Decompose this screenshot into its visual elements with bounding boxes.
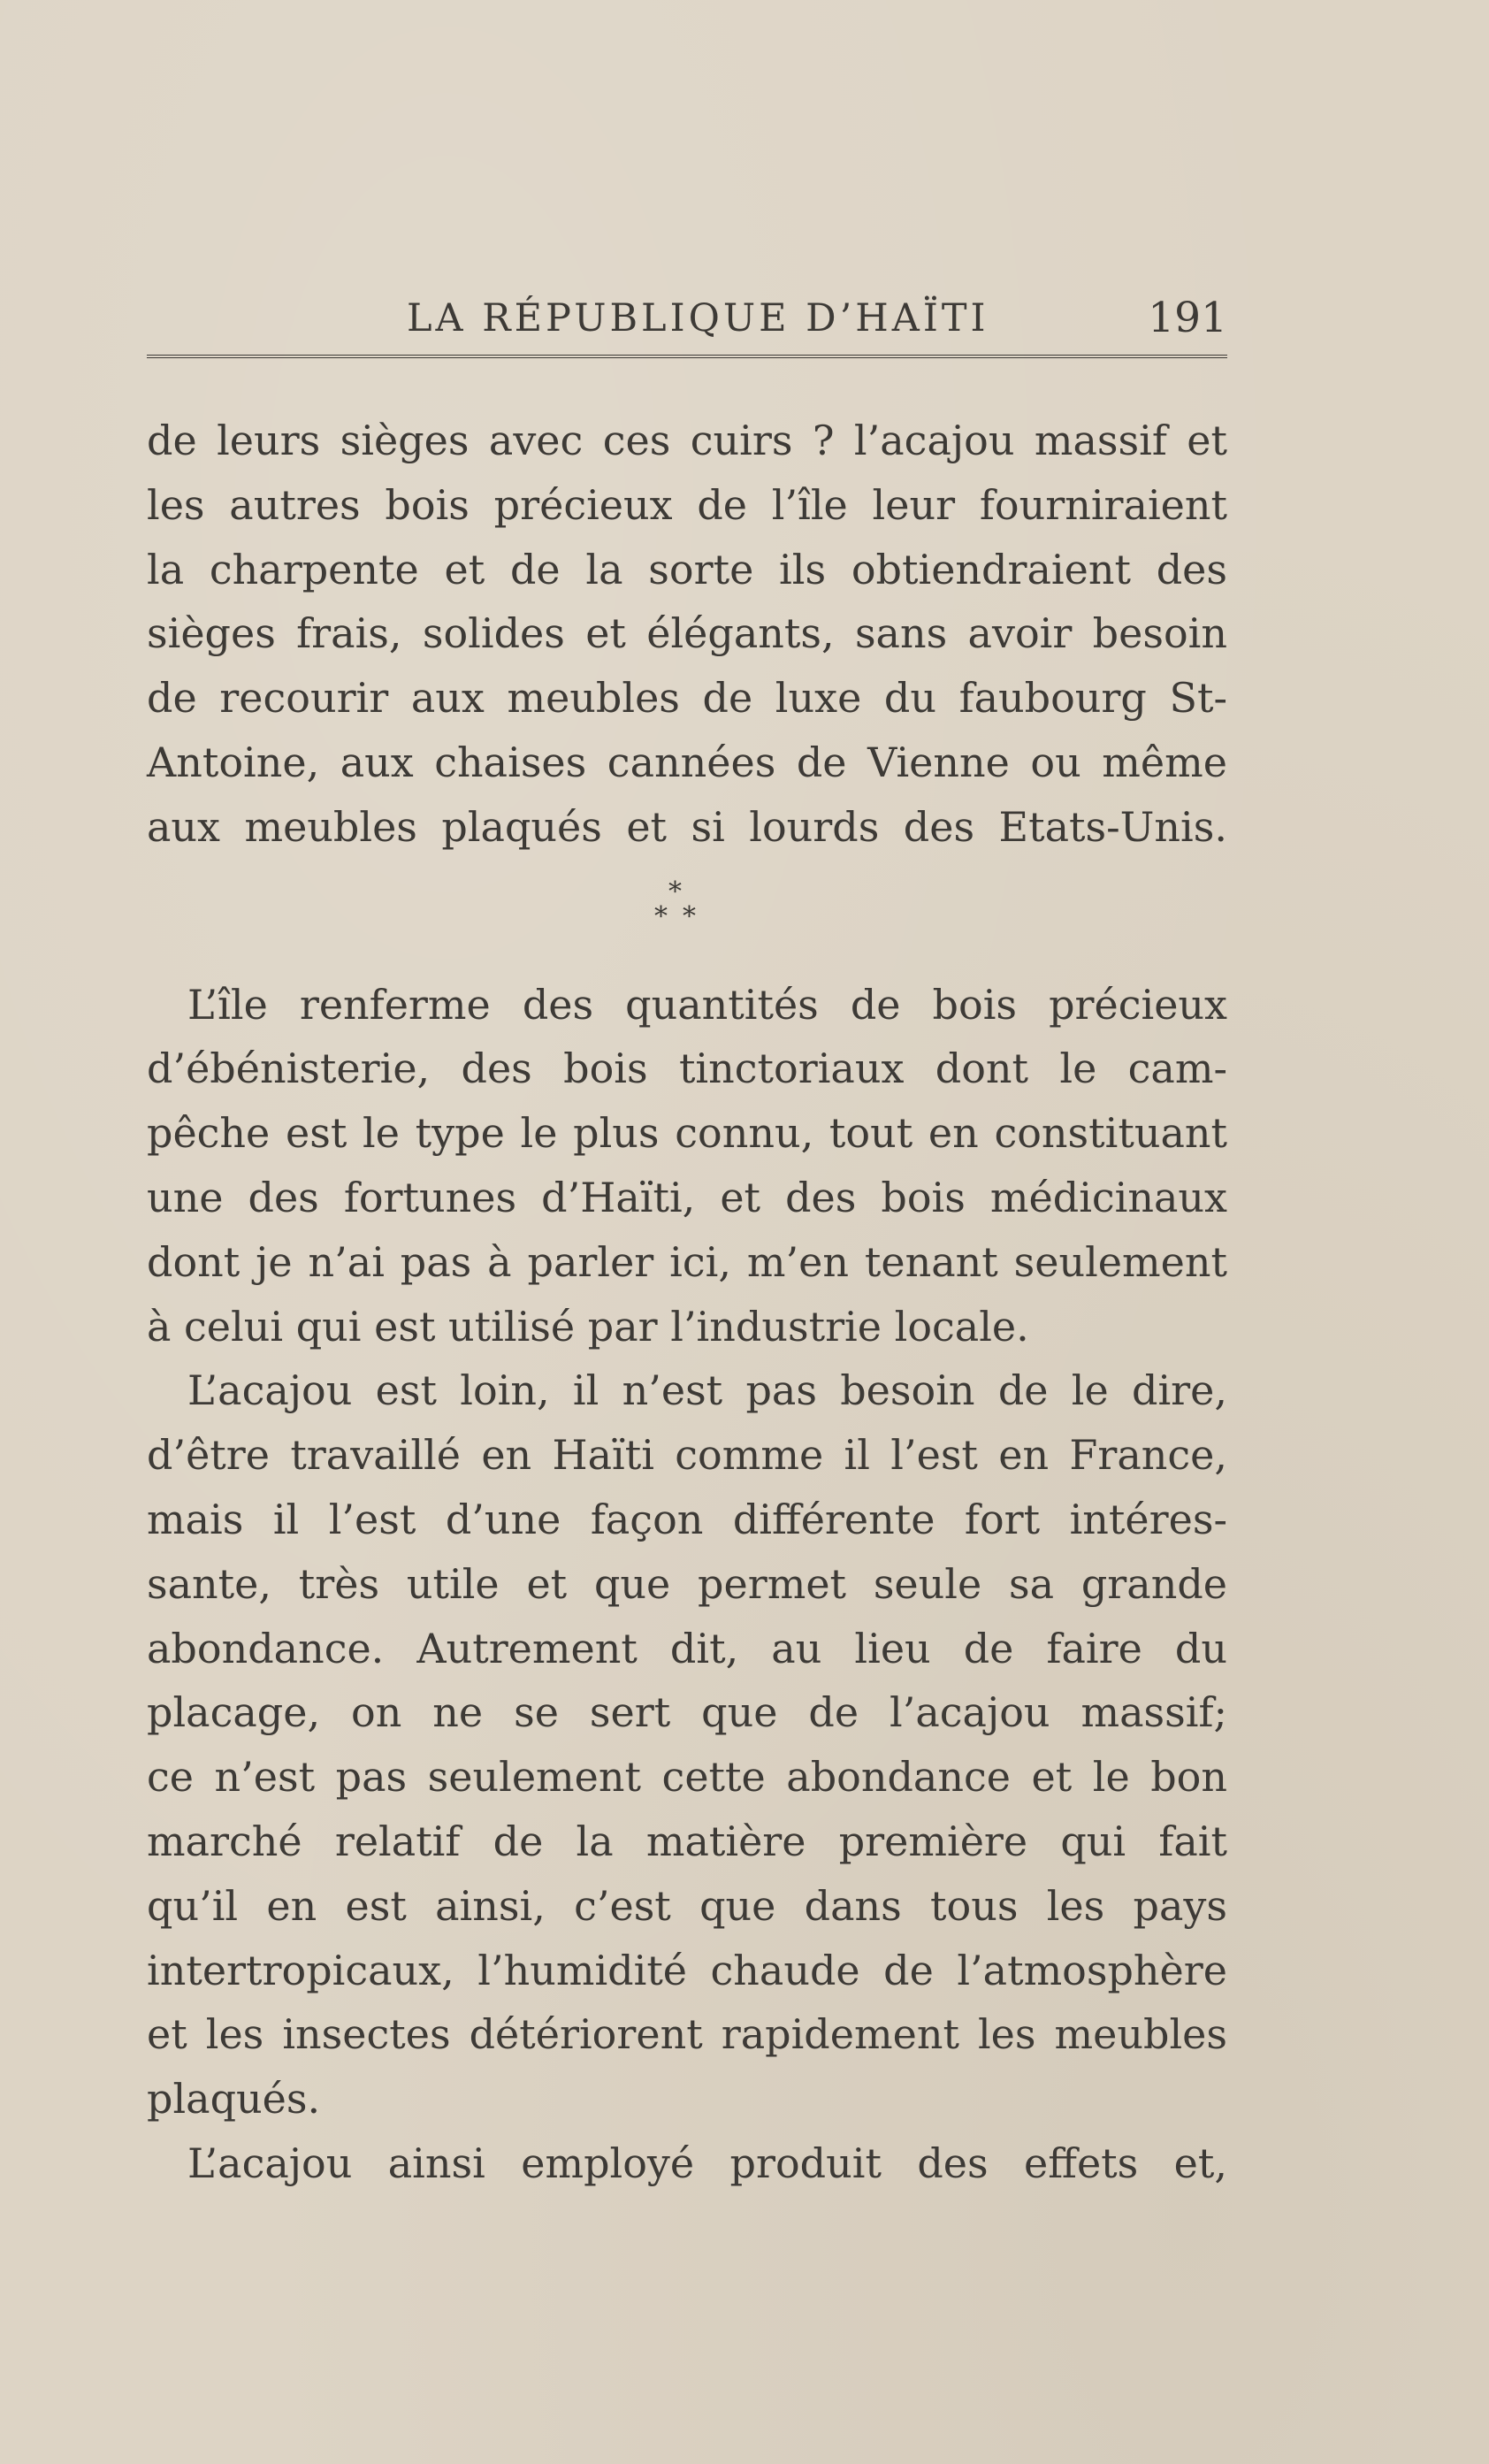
- text-line: intertropicaux, l’humidité chaude de l’atmosphère: [147, 1946, 1227, 1994]
- paragraph-acajou: [147, 1358, 1227, 2131]
- text-line: à celui qui est utilisé par l’industrie locale.: [147, 1302, 1029, 1351]
- running-title: LA RÉPUBLIQUE D’HAÏTI: [407, 296, 989, 341]
- text-line: sièges frais, solides et élégants, sans avoir besoin: [147, 609, 1227, 658]
- text-line: aux meubles plaqués et si lourds des Etats-Unis.: [147, 802, 1227, 851]
- body-text: [147, 409, 1227, 2196]
- text-line: de leurs sièges avec ces cuirs ? l’acajou massif et: [147, 417, 1227, 464]
- text-line: la charpente et de la sorte ils obtiendraient des: [147, 545, 1227, 593]
- text-line: L’acajou est loin, il n’est pas besoin de le dire,: [187, 1366, 1227, 1415]
- text-line: mais il l’est d’une façon différente fort intéres-: [147, 1495, 1227, 1543]
- page-number: 191: [1148, 294, 1227, 342]
- paragraph-acajou-effets: [147, 2131, 1227, 2196]
- text-line: qu’il en est ainsi, c’est que dans tous les pays: [147, 1881, 1227, 1930]
- text-line: abondance. Autrement dit, au lieu de faire du: [147, 1624, 1227, 1672]
- text-line: L’acajou ainsi employé produit des effets et,: [187, 2139, 1227, 2187]
- text-line: d’ébénisterie, des bois tinctoriaux dont le cam-: [147, 1045, 1227, 1093]
- text-line: d’être travaillé en Haïti comme il l’est en France,: [147, 1431, 1227, 1480]
- text-line: dont je n’ai pas à parler ici, m’en tenant seulement: [147, 1237, 1227, 1286]
- asterism-separator: [147, 860, 1227, 973]
- text-line: marché relatif de la matière première qui fait: [147, 1817, 1227, 1865]
- text-line: de recourir aux meubles de luxe du faubourg St-: [147, 674, 1227, 723]
- text-line: placage, on ne se sert que de l’acajou massif;: [147, 1688, 1227, 1737]
- asterisk-glyph: *: [668, 876, 682, 907]
- asterisk-glyph: *: [683, 900, 696, 932]
- text-line: L’île renferme des quantités de bois précieux: [187, 980, 1227, 1029]
- running-head: [147, 292, 1227, 371]
- asterisk-glyph: *: [654, 900, 668, 932]
- text-line: une des fortunes d’Haïti, et des bois médicinaux: [147, 1173, 1227, 1221]
- paragraph-bois: [147, 973, 1227, 1359]
- text-line: et les insectes détériorent rapidement les meubles: [147, 2010, 1227, 2059]
- text-line: pêche est le type le plus connu, tout en constituant: [147, 1109, 1227, 1158]
- text-line: plaqués.: [147, 2075, 321, 2123]
- paragraph-continued: [147, 409, 1227, 860]
- text-line: Antoine, aux chaises cannées de Vienne ou même: [147, 738, 1227, 786]
- text-line: sante, très utile et que permet seule sa grande: [147, 1559, 1227, 1608]
- text-line: ce n’est pas seulement cette abondance et le bon: [147, 1753, 1227, 1802]
- text-line: les autres bois précieux de l’île leur fourniraient: [147, 480, 1227, 529]
- header-rule: [147, 355, 1227, 358]
